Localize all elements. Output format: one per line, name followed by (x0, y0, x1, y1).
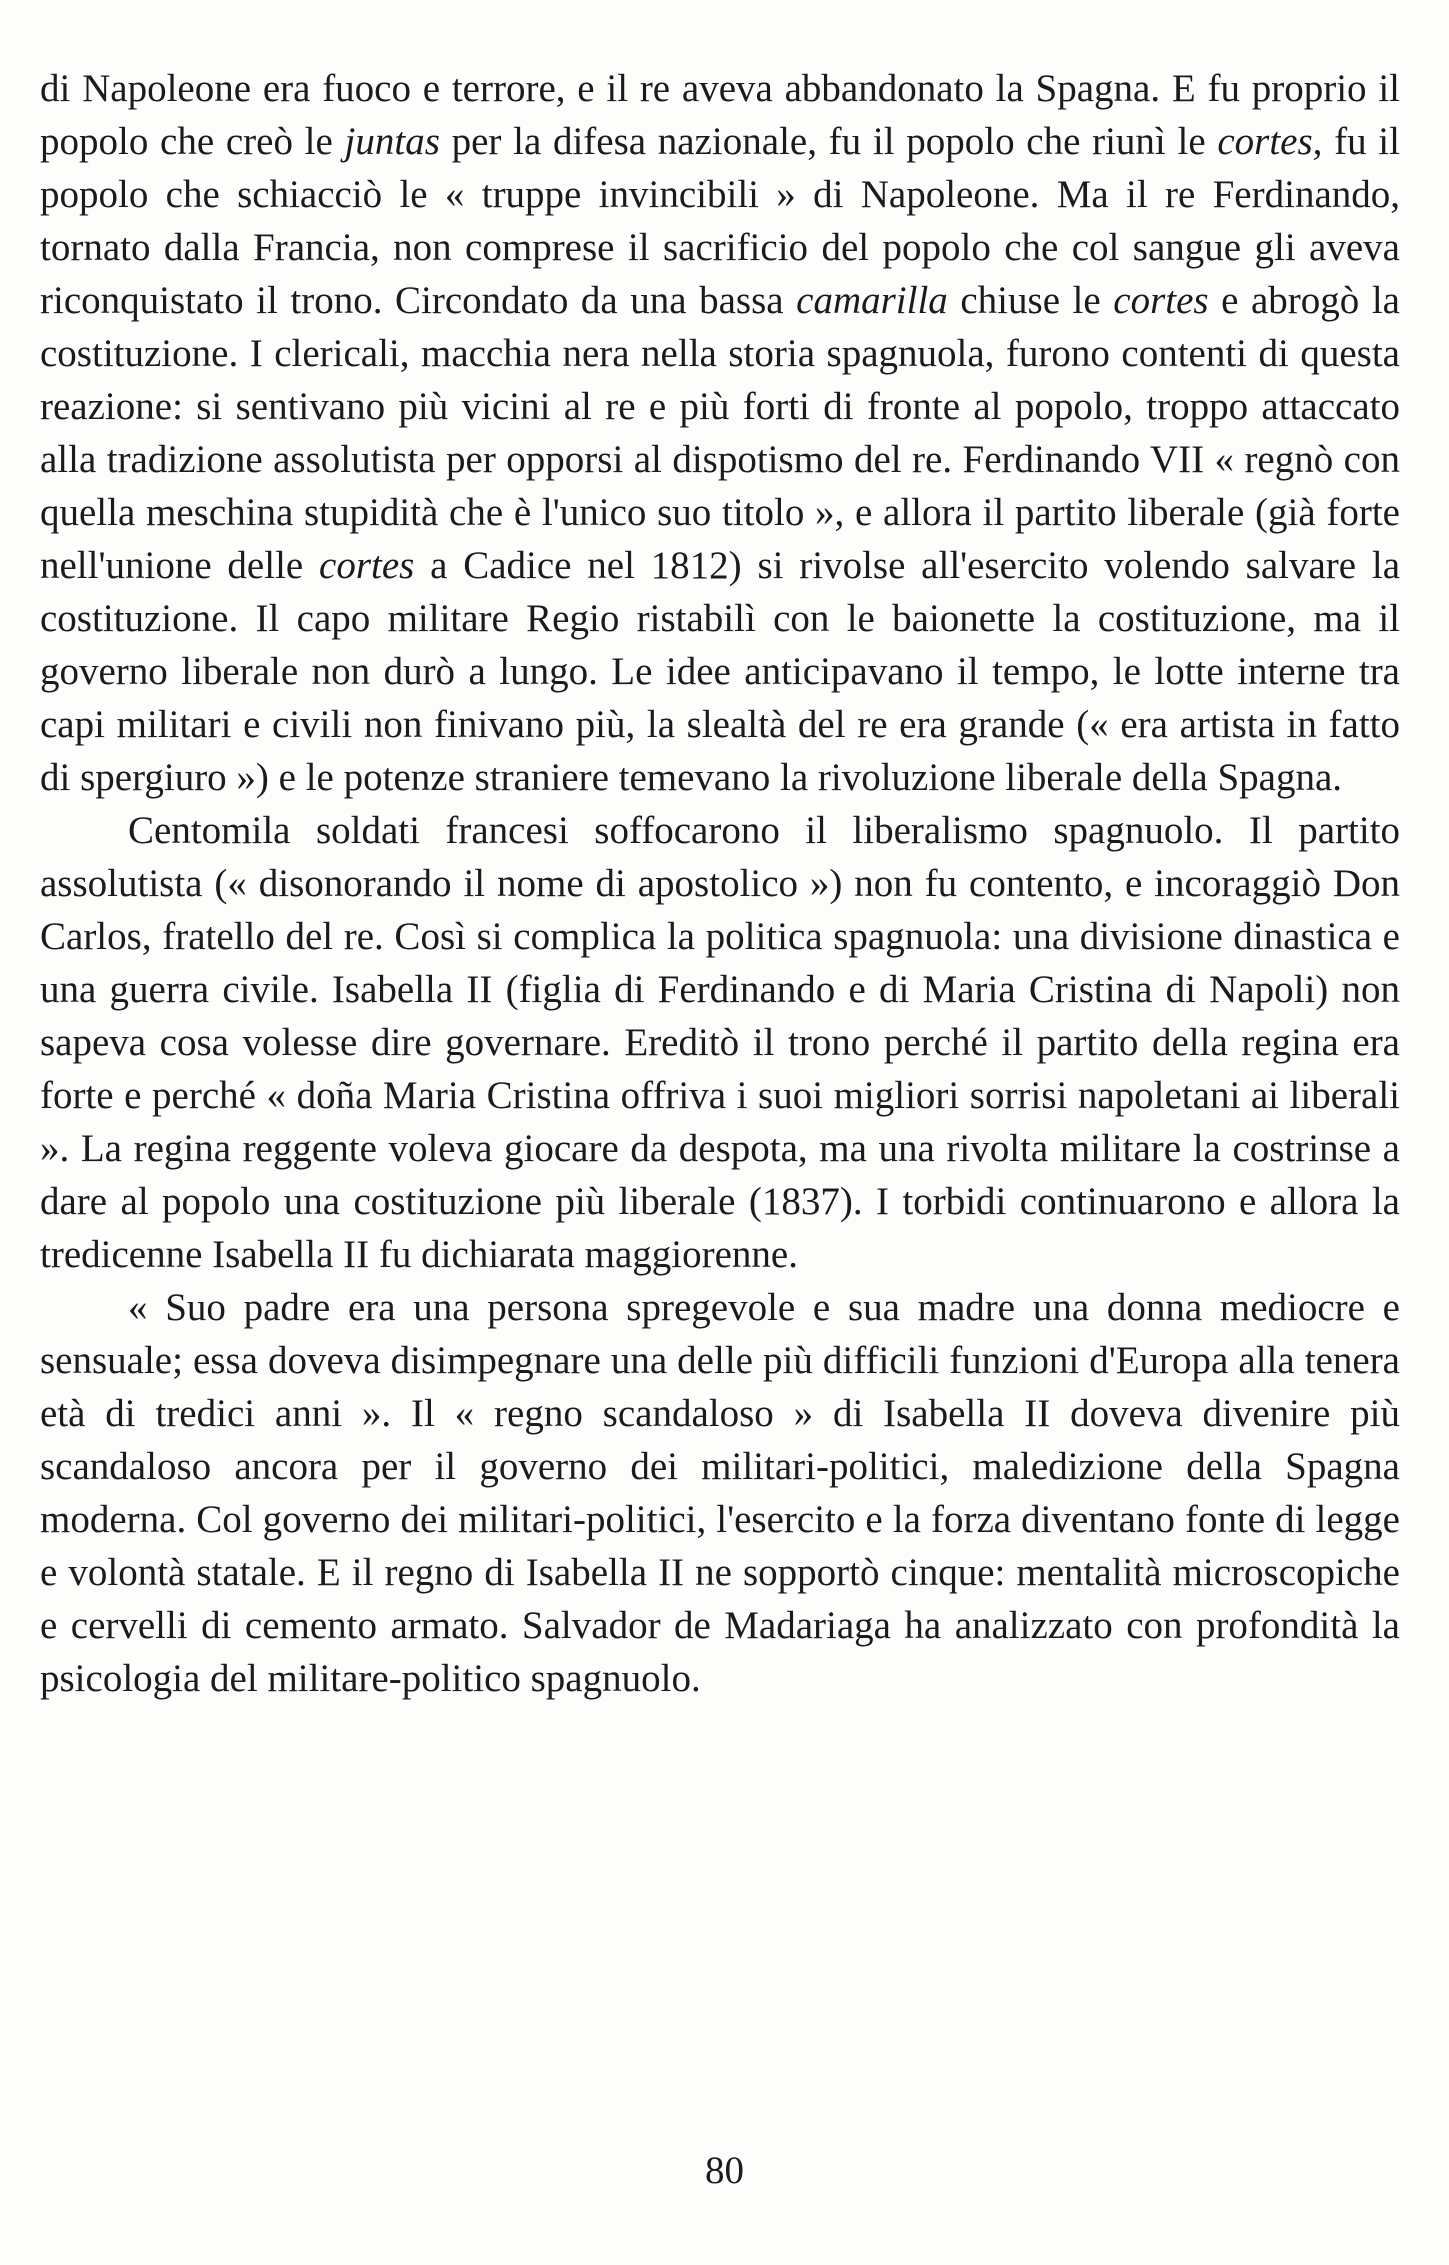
text-run: e abrogò la costituzione. I clericali, macchia nera nella storia spagnuola, furono contenti di questa reazione: si sentivano più vicini al re e più forti di fronte al popolo, troppo attaccato alla tradizione assolutista per opporsi al dispotismo del re. Ferdinando VII « regnò con quella meschina stupidità che è l'unico suo titolo », e allora il partito liberale (già forte nell'unione delle (40, 279, 1400, 587)
paragraph (40, 62, 1400, 804)
italic-term: cortes, (1217, 120, 1323, 163)
italic-term: camarilla (796, 279, 948, 322)
text-run: di Napoleone era fuoco e terrore, e il re aveva abbandonato la Spagna. E fu proprio il popolo che creò le (40, 67, 1400, 163)
text-run: fu il popolo che schiacciò le « truppe invincibili » di Napoleone. Ma il re Ferdinando, tornato dalla Francia, non comprese il sacrificio del popolo che col sangue gli aveva riconquistato il trono. Circondato da una bassa (40, 120, 1400, 322)
text-run: Centomila soldati francesi soffocarono il liberalismo spagnuolo. Il partito assolutista (« disonorando il nome di apostolico ») non fu contento, e incoraggiò Don Carlos, fratello del re. Così si complica la politica spagnuola: una divisione dinastica e una guerra civile. Isabella II (figlia di Ferdinando e di Maria Cristina di Napoli) non sapeva cosa volesse dire governare. Ereditò il trono perché il partito della regina era forte e perché « doña Maria Cristina offriva i suoi migliori sorrisi napoletani ai liberali ». La regina reggente voleva giocare da despota, ma una rivolta militare la costrinse a dare al popolo una costituzione più liberale (1837). I torbidi continuarono e allora la tredicenne Isabella II fu dichiarata maggiorenne. (40, 809, 1400, 1276)
italic-term: juntas (344, 120, 440, 163)
paragraph (40, 804, 1400, 1281)
italic-term: cortes (319, 544, 415, 587)
text-run: chiuse le (947, 279, 1114, 322)
text-run: a Cadice nel 1812) si rivolse all'esercito volendo salvare la costituzione. Il capo militare Regio ristabilì con le baionette la costituzione, ma il governo liberale non durò a lungo. Le idee anticipavano il tempo, le lotte interne tra capi militari e civili non finivano più, la slealtà del re era grande (« era artista in fatto di spergiuro ») e le potenze straniere temevano la rivoluzione liberale della Spagna. (40, 544, 1401, 799)
paragraph (40, 1281, 1400, 1705)
body-text (40, 62, 1400, 1705)
text-run: per la difesa nazionale, fu il popolo che riunì le (439, 120, 1218, 163)
page-number: 80 (705, 2149, 744, 2192)
italic-term: cortes (1113, 279, 1209, 322)
text-run: « Suo padre era una persona spregevole e sua madre una donna mediocre e sensuale; essa doveva disimpegnare una delle più difficili funzioni d'Europa alla tenera età di tredici anni ». Il « regno scandaloso » di Isabella II doveva divenire più scandaloso ancora per il governo dei militari-politici, maledizione della Spagna moderna. Col governo dei militari-politici, l'esercito e la forza diventano fonte di legge e volontà statale. E il regno di Isabella II ne sopportò cinque: mentalità microscopiche e cervelli di cemento armato. Salvador de Madariaga ha analizzato con profondità la psicologia del militare-politico spagnuolo. (40, 1286, 1400, 1700)
